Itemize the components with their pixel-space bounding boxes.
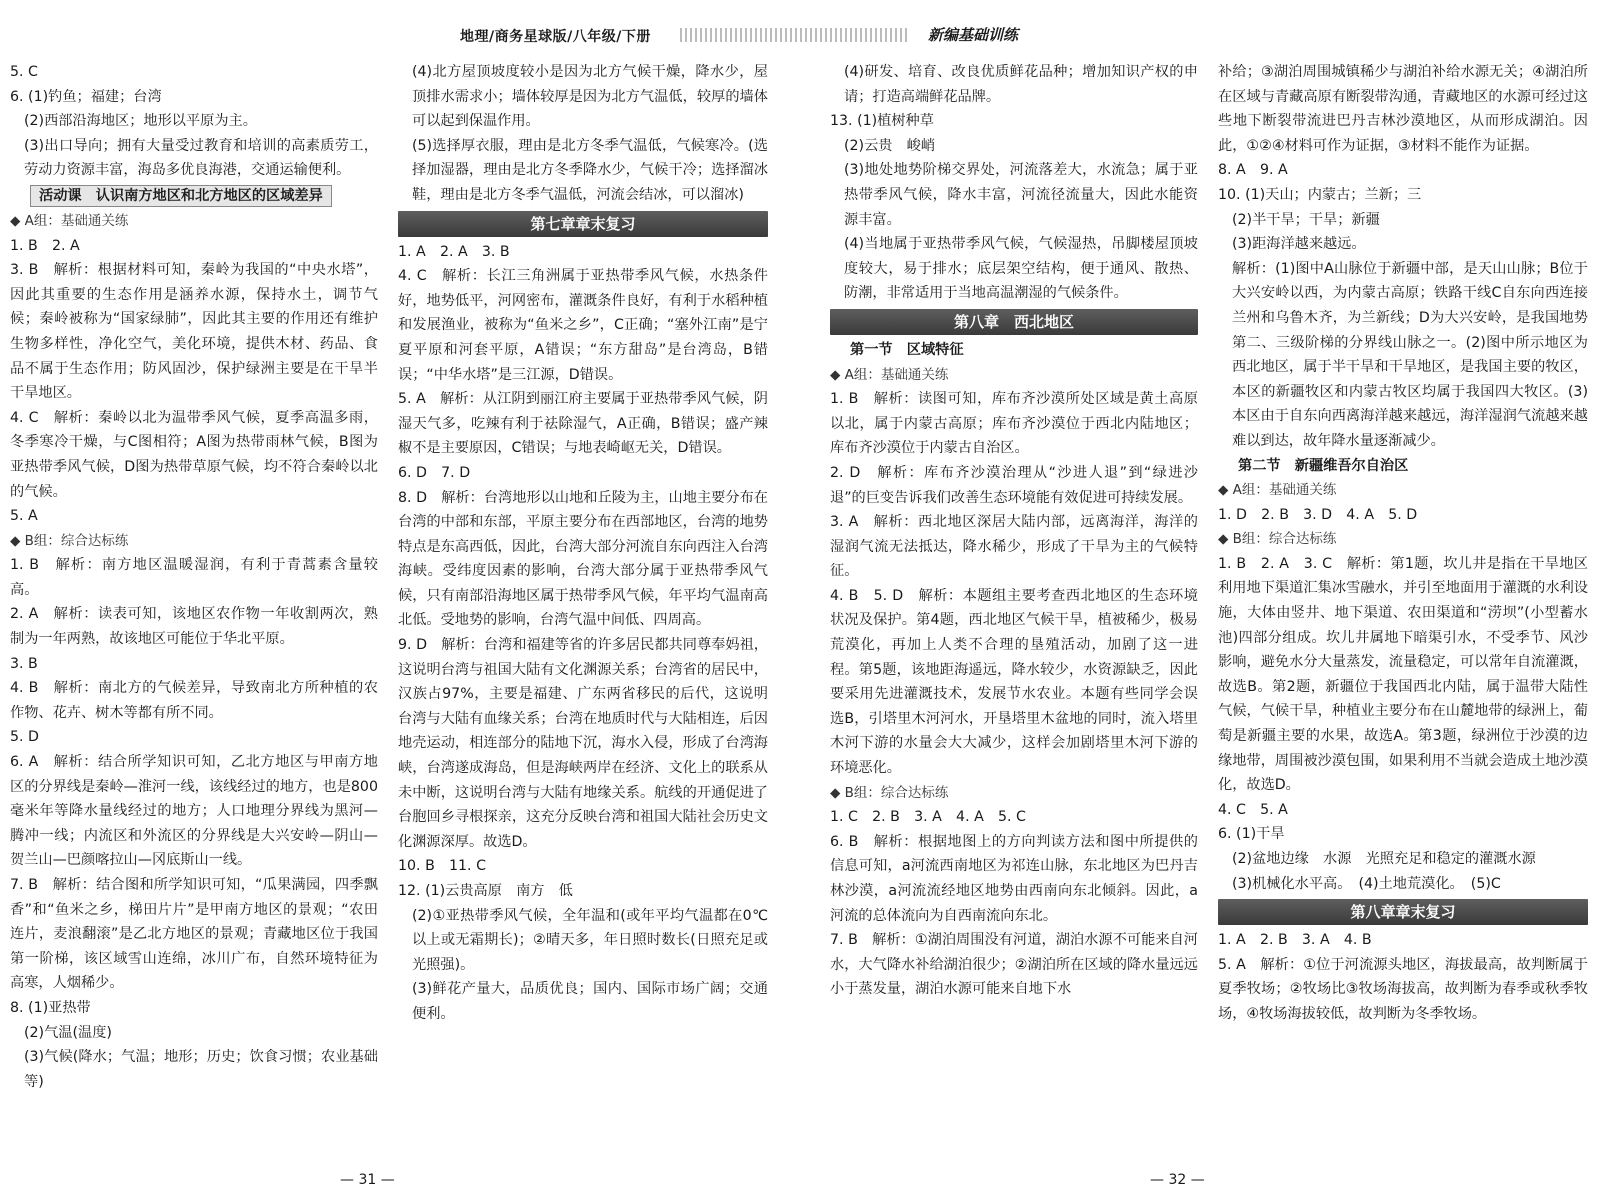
answer-line: 5. C <box>10 64 38 80</box>
answer-line: 3. B 解析：根据材料可知，秦岭为我国的“中央水塔”，因此其重要的生态作用是涵养水源，保持水土，调节气候；秦岭被称为“国家绿肺”，因此其主要的作用还有维护生物多样性，净化空气，美化环境，提供木材、药品、食品不属于生态作用；防风固沙，保护绿洲主要是在干旱半干旱地区。 <box>10 262 378 402</box>
group-label: ◆ B组：综合达标练 <box>1218 531 1337 548</box>
chapter-heading: 第七章章末复习 <box>398 211 768 237</box>
section-heading: 第二节 新疆维吾尔自治区 <box>1238 457 1409 474</box>
answer-line: 3. B <box>10 655 38 672</box>
section-heading: 第一节 区域特征 <box>850 341 964 358</box>
answer-line: 2. A 解析：读表可知，该地区农作物一年收割两次，熟制为一年两熟，故该地区可能位于华北平原。 <box>10 606 378 648</box>
answer-line: 6. B 解析：根据地图上的方向判读方法和图中所提供的信息可知，a河流西南地区为祁连山脉，东北地区为巴丹吉林沙漠，a河流流经地区地势由西南向东北倾斜。因此，a河流的总体流向为自西南流向东北。 <box>830 833 1198 924</box>
answer-line: 8. D 解析：台湾地形以山地和丘陵为主，山地主要分布在台湾的中部和东部，平原主要分布在西部地区，台湾的地势特点是东高西低，因此，台湾大部分河流自东向西注入台湾海峡。受纬度因素的影响，台湾大部分属于亚热带季风气候，只有南部沿海地区属于热带季风气候，年平均气温南高北低。受地势的影响，台湾气温中间低、四周高。 <box>398 489 768 629</box>
answer-line: 2. D 解析：库布齐沙漠治理从“沙进人退”到“绿进沙退”的巨变告诉我们改善生态环境能有效促进可持续发展。 <box>830 464 1198 506</box>
answer-line: 6. (1)钓鱼；福建；台湾 <box>10 88 162 105</box>
answer-line: 1. D 2. B 3. D 4. A 5. D <box>1218 506 1418 523</box>
answer-line: 6. A 解析：结合所学知识可知，乙北方地区与甲南方地区的分界线是秦岭—淮河一线，该线经过的地方，也是800毫米年等降水量线经过的地方；人口地理分界线为黑河—腾冲一线；内流区和外流区的分界线是大兴安岭—阴山—贺兰山—巴颜喀拉山—冈底斯山一线。 <box>10 754 378 869</box>
answer-line: 1. B 2. A 3. C 解析：第1题，坎儿井是指在干旱地区利用地下渠道汇集冰雪融水，并引至地面用于灌溉的水利设施，大体由竖井、地下渠道、农田渠道和“涝坝”(小型蓄水池)四部分组成。坎儿井属地下暗渠引水，不受季节、风沙影响，避免水分大量蒸发，流量稳定，可以常年自流灌溉，故选B。第2题，新疆位于我国西北内陆，属于温带大陆性气候，气候干旱，种植业主要分布在山麓地带的绿洲上，葡萄是新疆主要的水果，故选A。第3题，绿洲位于沙漠的边缘地带，周围被沙漠包围，如果利用不当就会造成土地沙漠化，故选D。 <box>1218 555 1588 794</box>
answer-line: (5)选择厚衣服，理由是北方冬季气温低，气候寒冷。(选择加湿器，理由是北方冬季降水少，气候干冷；选择溜冰鞋，理由是北方冬季气温低，河流会结冰，可以溜冰) <box>412 137 768 203</box>
answer-line: 5. A <box>10 508 38 525</box>
answer-line: 5. A 解析：①位于河流源头地区，海拔最高，故判断属于夏季牧场；②牧场比③牧场海拔高，故判断为春季或秋季牧场，④牧场海拔较低，故判断为冬季牧场。 <box>1218 956 1588 1022</box>
group-label: ◆ A组：基础通关练 <box>1218 482 1337 499</box>
header-brand: 新编基础训练 <box>928 26 1019 44</box>
answer-line: (2)盆地边缘 水源 光照充足和稳定的灌溉水源 <box>1232 851 1536 867</box>
answer-line: 6. (1)干旱 <box>1218 826 1285 843</box>
chapter-heading: 第八章章末复习 <box>1218 899 1588 925</box>
answer-line: 1. B 2. A <box>10 237 80 254</box>
answer-line: (3)地处地势阶梯交界处，河流落差大，水流急；属于亚热带季风气候，降水丰富，河流径流量大，因此水能资源丰富。 <box>844 162 1198 228</box>
page-header <box>0 0 1600 44</box>
answer-line: (2)半干旱；干旱；新疆 <box>1232 211 1380 228</box>
answer-line: 3. A 解析：西北地区深居大陆内部，远离海洋，海洋的湿润气流无法抵达，降水稀少，形成了干旱为主的气候特征。 <box>830 514 1198 580</box>
answer-line: (3)机械化水平高。 (4)土地荒漠化。 (5)C <box>1232 875 1501 892</box>
page-number-right: — 32 — <box>1150 1172 1205 1188</box>
answer-line: 13. (1)植树种草 <box>830 113 934 130</box>
answer-line: 6. D 7. D <box>398 464 471 481</box>
answer-line: (2)西部沿海地区；地形以平原为主。 <box>24 113 257 130</box>
answer-line: 解析：(1)图中A山脉位于新疆中部，是天山山脉；B位于大兴安岭以西，为内蒙古高原；铁路干线C自东向西连接兰州和乌鲁木齐，为兰新线；D为大兴安岭，是我国地势第二、三级阶梯的分界线山脉之一。(2)图中所示地区为西北地区，属于半干旱和干旱地区，是我国主要的牧区，本区的新疆牧区和内蒙古牧区均属于我国四大牧区。(3)本区由于自东向西离海洋越来越远，海洋湿润气流越来越难以到达，故年降水量逐渐减少。 <box>1232 260 1588 449</box>
header-decoration-bar <box>680 28 910 42</box>
page-number-left: — 31 — <box>340 1172 395 1188</box>
group-label: ◆ A组：基础通关练 <box>10 212 129 229</box>
group-label: ◆ A组：基础通关练 <box>830 366 949 383</box>
column-2 <box>398 60 768 1027</box>
answer-line: (4)研发、培育、改良优质鲜花品种；增加知识产权的申请；打造高端鲜花品牌。 <box>844 64 1198 105</box>
answer-line: 4. C 解析：长江三角洲属于亚热带季风气候，水热条件好，地势低平，河网密布，灌溉条件良好，有利于水稻种植和发展渔业，被称为“鱼米之乡”，C正确；“塞外江南”是宁夏平原和河套平原，A错误；“东方甜岛”是台湾岛，B错误；“中华水塔”是三江源，D错误。 <box>398 268 768 383</box>
activity-heading: 活动课 认识南方地区和北方地区的区域差异 <box>30 185 332 207</box>
answer-line: 1. A 2. B 3. A 4. B <box>1218 932 1372 949</box>
answer-line: 8. (1)亚热带 <box>10 999 91 1016</box>
group-label: ◆ B组：综合达标练 <box>830 784 949 801</box>
answer-line: 补给；③湖泊周围城镇稀少与湖泊补给水源无关；④湖泊所在区域与青藏高原有断裂带沟通，青藏地区的水源可经过这些地下断裂带流进巴丹吉林沙漠地区，从而形成湖泊。因此，①②④材料可作为证据，③材料不能作为证据。 <box>1218 64 1588 154</box>
answer-line: (3)鲜花产量大，品质优良；国内、国际市场广阔；交通便利。 <box>412 981 768 1022</box>
answer-line: 1. B 解析：读图可知，库布齐沙漠所处区域是黄土高原以北，属于内蒙古高原；库布齐沙漠位于西北内陆地区；库布齐沙漠位于内蒙古自治区。 <box>830 391 1198 457</box>
answer-line: 5. D <box>10 729 39 746</box>
answer-line: 4. B 解析：南北方的气候差异，导致南北方所种植的农作物、花卉、树木等都有所不同。 <box>10 680 378 721</box>
answer-line: 7. B 解析：①湖泊周围没有河道，湖泊水源不可能来自河水，大气降水补给湖泊很少；②湖泊所在区域的降水量远远小于蒸发量，湖泊水源可能来自地下水 <box>830 932 1198 998</box>
column-3 <box>830 60 1198 1002</box>
answer-line: 1. A 2. A 3. B <box>398 243 510 260</box>
answer-line: 9. D 解析：台湾和福建等省的许多居民都共同尊奉妈祖，这说明台湾与祖国大陆有文化渊源关系；台湾省的居民中，汉族占97%，主要是福建、广东两省移民的后代，这说明台湾与大陆有血缘关系；台湾在地质时代与大陆相连，后因地壳运动，相连部分的陆地下沉，海水入侵，形成了台湾海峡，台湾遂成海岛，但是海峡两岸在经济、文化上的联系从未中断，这说明台湾与大陆有地缘关系。航线的开通促进了台胞回乡寻根探亲，这充分反映台湾和祖国大陆社会历史文化渊源深厚。故选D。 <box>398 637 768 850</box>
answer-line: 1. B 解析：南方地区温暖湿润，有利于青蒿素含量较高。 <box>10 557 378 598</box>
header-series-title: 地理/商务星球版/八年级/下册 <box>460 29 651 45</box>
answer-line: (2)气温(温度) <box>24 1024 112 1041</box>
group-label: ◆ B组：综合达标练 <box>10 532 129 549</box>
answer-line: 10. B 11. C <box>398 858 486 875</box>
answer-line: 4. C 解析：秦岭以北为温带季风气候，夏季高温多雨，冬季寒冷干燥，与C图相符；A图为热带雨林气候，B图为亚热带季风气候，D图为热带草原气候，均不符合秦岭以北的气候。 <box>10 409 378 500</box>
answer-line: 8. A 9. A <box>1218 162 1288 179</box>
answer-line: (2)云贵 峻峭 <box>844 137 936 154</box>
answer-line: 4. B 5. D 解析：本题组主要考查西北地区的生态环境状况及保护。第4题，西北地区气候干旱，植被稀少，极易荒漠化，再加上人类不合理的垦殖活动，加剧了这一进程。第5题，该地距海遥远，降水较少，水资源缺乏，因此要采用先进灌溉技术，发展节水农业。本题有些同学会误选B，引塔里木河河水，开垦塔里木盆地的同时，流入塔里木河下游的水量会大大减少，这样会加剧塔里木河下游的环境恶化。 <box>830 587 1198 777</box>
answer-line: (3)气候(降水；气温；地形；历史；饮食习惯；农业基础等) <box>24 1049 378 1090</box>
answer-line: (4)当地属于亚热带季风气候，气候湿热，吊脚楼屋顶坡度较大，易于排水；底层架空结构，便于通风、散热、防潮，非常适用于当地高温潮湿的气候条件。 <box>844 236 1198 302</box>
answer-line: (3)出口导向；拥有大量受过教育和培训的高素质劳工，劳动力资源丰富，海岛多优良海港，交通运输便利。 <box>24 137 378 179</box>
chapter-heading: 第八章 西北地区 <box>830 309 1198 335</box>
answer-line: 1. C 2. B 3. A 4. A 5. C <box>830 809 1026 826</box>
column-4 <box>1218 60 1588 1027</box>
answer-line: 5. A 解析：从江阴到丽江府主要属于亚热带季风气候，阴湿天气多，吃辣有利于祛除湿气，A正确，B错误；盛产辣椒不是主要原因，C错误；与地表崎岖无关，D错误。 <box>398 391 768 457</box>
answer-line: 7. B 解析：结合图和所学知识可知，“瓜果满园，四季飘香”和“鱼米之乡，梯田片片”是甲南方地区的景观；“农田连片，麦浪翻滚”是乙北方地区的景观；青藏地区位于我国第一阶梯，该区域雪山连绵，冰川广布，自然环境特征为高寒，人烟稀少。 <box>10 877 378 992</box>
column-1 <box>10 60 378 1094</box>
answer-line: 4. C 5. A <box>1218 801 1288 818</box>
answer-line: (4)北方屋顶坡度较小是因为北方气候干燥，降水少，屋顶排水需求小；墙体较厚是因为北方气温低，较厚的墙体可以起到保温作用。 <box>412 64 768 130</box>
answer-line: (3)距海洋越来越远。 <box>1232 236 1366 253</box>
answer-line: 12. (1)云贵高原 南方 低 <box>398 883 573 899</box>
answer-line: 10. (1)天山；内蒙古；兰新；三 <box>1218 186 1422 203</box>
answer-line: (2)①亚热带季风气候，全年温和(或年平均气温都在0℃以上或无霜期长)；②晴天多，年日照时数长(日照充足或光照强)。 <box>412 907 768 973</box>
